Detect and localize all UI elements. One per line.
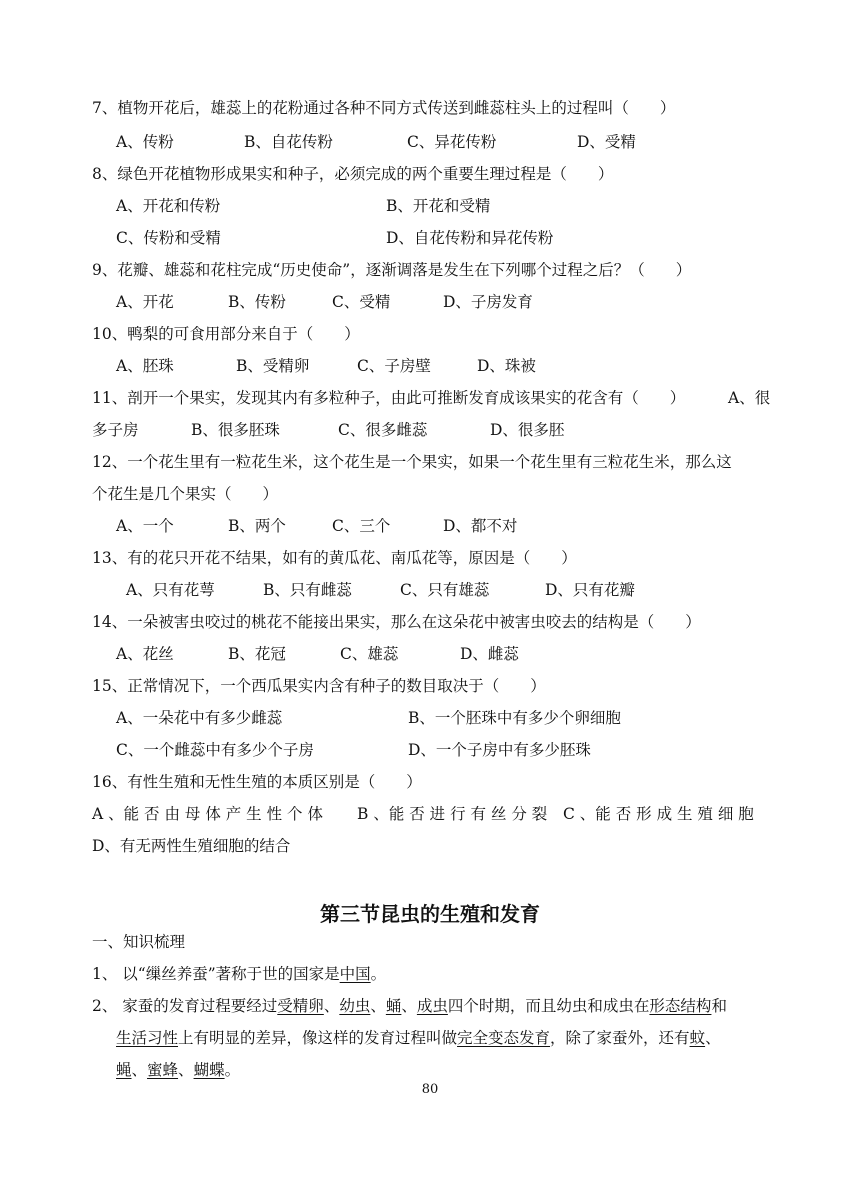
question-8-stem: 8、绿色开花植物形成果实和种子，必须完成的两个重要生理过程是（ ） xyxy=(92,165,614,183)
knowledge-point-2-line1 xyxy=(92,996,727,1016)
kp2-answer-fly: 蝇 xyxy=(116,1061,132,1079)
question-15-stem: 15、正常情况下，一个西瓜果实内含有种子的数目取决于（ ） xyxy=(92,677,546,695)
q12-option-d: D、都不对 xyxy=(443,517,518,535)
q16-option-c: C 、能 否 形 成 生 殖 细 胞 xyxy=(563,805,754,823)
q11-option-c: C、很多雌蕊 xyxy=(338,421,428,439)
q13-option-d: D、只有花瓣 xyxy=(545,581,635,599)
q14-option-a: A、花丝 xyxy=(116,645,174,663)
kp1-suffix: 。 xyxy=(370,965,387,983)
q7-option-d: D、受精 xyxy=(577,133,636,151)
kp2-answer-pupa: 蛹 xyxy=(385,997,402,1015)
q12-option-b: B、两个 xyxy=(228,517,286,535)
q15-option-b: B、一个胚珠中有多少个卵细胞 xyxy=(408,709,621,727)
kp2-answer-egg: 受精卵 xyxy=(277,997,324,1015)
kp2-text: 和 xyxy=(711,997,727,1015)
q8-option-b: B、开花和受精 xyxy=(386,197,491,215)
kp2-answer-metamorphosis: 完全变态发育 xyxy=(457,1029,551,1047)
page-number: 80 xyxy=(421,1082,439,1097)
kp2-text: 、 xyxy=(131,1061,148,1079)
question-12-stem-line1: 12、一个花生里有一粒花生米，这个花生是一个果实，如果一个花生里有三粒花生米，那么这 xyxy=(92,453,732,471)
kp2-answer-larva: 幼虫 xyxy=(339,997,371,1015)
question-9-stem: 9、花瓣、雄蕊和花柱完成“历史使命”，逐渐调落是发生在下列哪个过程之后？（ ） xyxy=(92,261,692,279)
kp2-answer-morphology: 形态结构 xyxy=(649,997,712,1015)
kp2-text: 、 xyxy=(705,1029,721,1047)
q8-option-a: A、开花和传粉 xyxy=(116,197,221,215)
q16-option-a: A 、能 否 由 母 体 产 生 性 个 体 xyxy=(92,805,323,823)
q11-option-b: B、很多胚珠 xyxy=(191,421,280,439)
section-subheading: 一、知识梳理 xyxy=(92,933,186,951)
q16-option-d: D、有无两性生殖细胞的结合 xyxy=(92,837,291,855)
kp2-text: 、 xyxy=(178,1061,194,1079)
kp2-text: 、 xyxy=(401,997,417,1015)
q10-option-d: D、珠被 xyxy=(477,357,536,375)
question-10-stem: 10、鸭梨的可食用部分来自于（ ） xyxy=(92,325,360,343)
q9-option-b: B、传粉 xyxy=(228,293,286,311)
kp1-answer: 中国 xyxy=(339,965,371,983)
kp2-text: 。 xyxy=(224,1061,241,1079)
q10-option-b: B、受精卵 xyxy=(236,357,310,375)
kp2-answer-butterfly: 蝴蝶 xyxy=(193,1061,225,1079)
q10-option-c: C、子房壁 xyxy=(357,357,431,375)
knowledge-point-2-line3 xyxy=(116,1060,240,1080)
q8-option-c: C、传粉和受精 xyxy=(116,229,221,247)
q7-option-c: C、异花传粉 xyxy=(407,133,497,151)
question-7-stem: 7、植物开花后，雄蕊上的花粉通过各种不同方式传送到雌蕊柱头上的过程叫（ ） xyxy=(92,99,676,117)
kp2-answer-bee: 蜜蜂 xyxy=(147,1061,179,1079)
question-13-stem: 13、有的花只开花不结果，如有的黄瓜花、南瓜花等，原因是（ ） xyxy=(92,549,577,567)
kp1-prefix: 1、 以“缫丝养蚕”著称于世的国家是 xyxy=(92,965,340,983)
kp2-answer-adult: 成虫 xyxy=(416,997,448,1015)
q15-option-c: C、一个雌蕊中有多少个子房 xyxy=(116,741,314,759)
kp2-text: 2、 家蚕的发育过程要经过 xyxy=(92,997,278,1015)
q8-option-d: D、自花传粉和异花传粉 xyxy=(386,229,554,247)
q12-option-a: A、一个 xyxy=(116,517,174,535)
knowledge-point-2-line2 xyxy=(116,1028,721,1048)
kp2-text: 上有明显的差异，像这样的发育过程叫做 xyxy=(178,1029,458,1047)
kp2-answer-habits: 生活习性 xyxy=(116,1029,179,1047)
q13-option-a: A、只有花萼 xyxy=(126,581,215,599)
section-title: 第三节昆虫的生殖和发育 xyxy=(320,902,540,926)
kp2-text: 、 xyxy=(323,997,340,1015)
knowledge-point-1 xyxy=(92,964,386,984)
kp2-answer-mosquito: 蚊 xyxy=(689,1029,706,1047)
q12-option-c: C、三个 xyxy=(332,517,391,535)
q10-option-a: A、胚珠 xyxy=(116,357,174,375)
q14-option-b: B、花冠 xyxy=(228,645,286,663)
q14-option-d: D、雌蕊 xyxy=(460,645,519,663)
q9-option-c: C、受精 xyxy=(332,293,391,311)
q14-option-c: C、雄蕊 xyxy=(340,645,399,663)
question-11-stem: 11、剖开一个果实，发现其内有多粒种子，由此可推断发育成该果实的花含有（ ） xyxy=(92,389,686,407)
q13-option-b: B、只有雌蕊 xyxy=(263,581,352,599)
kp2-text: 四个时期，而且幼虫和成虫在 xyxy=(447,997,650,1015)
q15-option-a: A、一朵花中有多少雌蕊 xyxy=(116,709,283,727)
q11-option-d: D、很多胚 xyxy=(490,421,565,439)
kp2-text: 、 xyxy=(370,997,386,1015)
q11-option-a-part2: 多子房 xyxy=(92,421,139,439)
q9-option-a: A、开花 xyxy=(116,293,174,311)
q15-option-d: D、一个子房中有多少胚珠 xyxy=(408,741,591,759)
kp2-text: ，除了家蚕外，还有 xyxy=(550,1029,690,1047)
q13-option-c: C、只有雄蕊 xyxy=(400,581,490,599)
question-16-stem: 16、有性生殖和无性生殖的本质区别是（ ） xyxy=(92,773,422,791)
q9-option-d: D、子房发育 xyxy=(443,293,533,311)
question-12-stem-line2: 个花生是几个果实（ ） xyxy=(92,485,279,503)
q7-option-a: A、传粉 xyxy=(116,133,174,151)
q7-option-b: B、自花传粉 xyxy=(244,133,333,151)
q11-option-a-part1: A、很 xyxy=(728,389,771,407)
q16-option-b: B 、能 否 进 行 有 丝 分 裂 xyxy=(357,805,548,823)
question-14-stem: 14、一朵被害虫咬过的桃花不能接出果实，那么在这朵花中被害虫咬去的结构是（ ） xyxy=(92,613,701,631)
